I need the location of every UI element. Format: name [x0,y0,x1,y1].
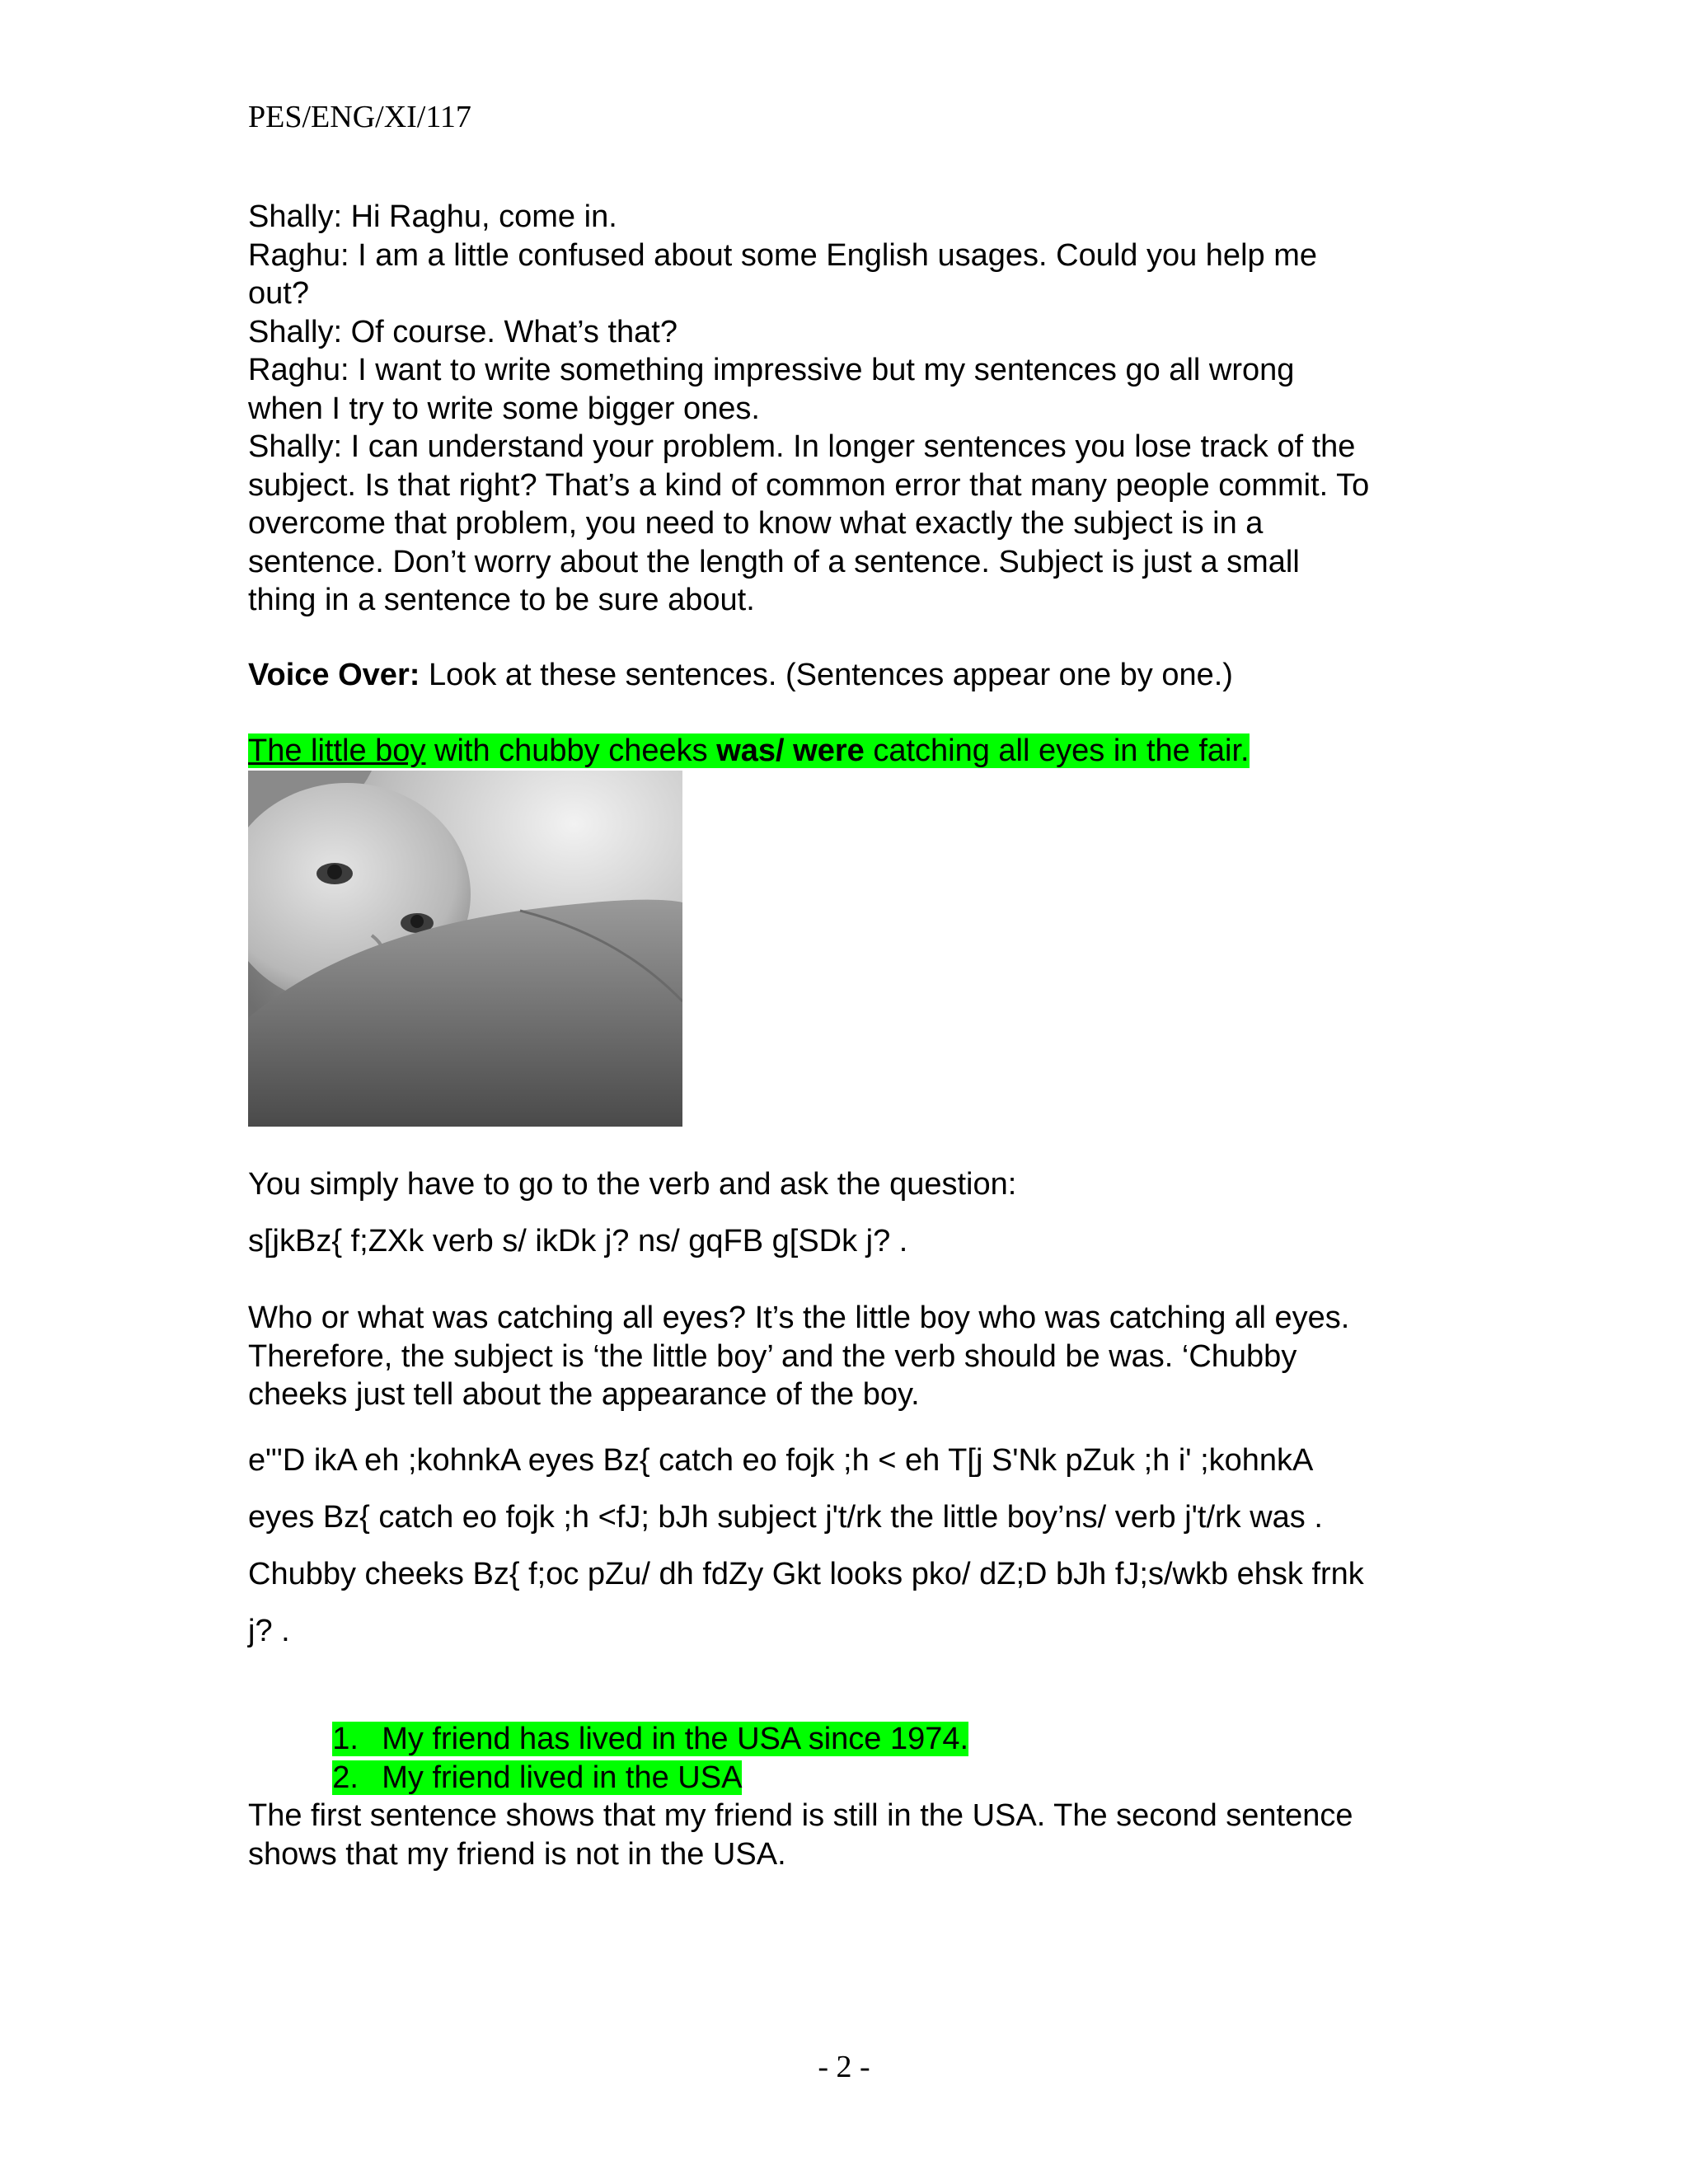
dialogue-line: Shally: Of course. What’s that? [248,314,678,349]
instruction-line: You simply have to go to the verb and ask the question: [248,1167,1017,1202]
dialogue-block [248,198,1468,620]
dialogue-line: out? [248,276,309,311]
punjabi-explanation-line: e"'D ikA eh ;kohnkA eyes Bz{ catch eo fojk ;h < eh T[j S'Nk pZuk ;h i' ;kohnkA [248,1443,1314,1478]
dialogue-line: sentence. Don’t worry about the length of a sentence. Subject is just a small [248,544,1300,579]
punjabi-explanation-line: eyes Bz{ catch eo fojk ;h <fJ; bJh subject j't/rk the little boy’ns/ verb j't/rk was . [248,1500,1323,1535]
conclusion-line: The first sentence shows that my friend is still in the USA. The second sentence [248,1798,1353,1833]
punjabi-explanation-line: Chubby cheeks Bz{ f;oc pZu/ dh fdZy Gkt looks pko/ dZ;D bJh fJ;s/wkb ehsk frnk [248,1557,1364,1591]
dialogue-line: Raghu: I want to write something impressive but my sentences go all wrong [248,353,1295,387]
dialogue-line: thing in a sentence to be sure about. [248,583,755,617]
explanation-line: Therefore, the subject is ‘the little boy’ and the verb should be was. ‘Chubby [248,1338,1297,1374]
punjabi-explanation-block [248,1432,1468,1660]
list-number: 1. [332,1721,359,1756]
dialogue-line: subject. Is that right? That’s a kind of common error that many people commit. To [248,467,1370,503]
list-text: My friend lived in the USA [382,1760,743,1795]
explanation-block [248,1299,1468,1414]
example-middle: with chubby cheeks [425,733,717,768]
dialogue-line: Shally: I can understand your problem. In longer sentences you lose track of the [248,429,1356,464]
dialogue-line: when I try to write some bigger ones. [248,391,760,426]
voice-over-line [248,656,1468,695]
dialogue-line: overcome that problem, you need to know what exactly the subject is in a [248,506,1264,541]
example-end: catching all eyes in the fair. [864,733,1250,768]
list-number: 2. [332,1760,359,1795]
child-photo [248,771,682,1127]
instruction-block [248,1165,1468,1260]
voice-over-text: Look at these sentences. (Sentences appear one by one.) [420,658,1233,692]
page-number: - 2 - [818,2050,870,2084]
dialogue-line: Shally: Hi Raghu, come in. [248,199,617,234]
example-sentence [248,732,1468,771]
conclusion-block [248,1797,1468,1873]
explanation-line: cheeks just tell about the appearance of the boy. [248,1377,920,1412]
punjabi-question-line: s[jkBz{ f;ZXk verb s/ ikDk j? ns/ gqFB g[SDk j? . [248,1223,908,1258]
example-subject: The little boy [248,733,426,768]
voice-over-label: Voice Over: [248,658,420,692]
document-code: PES/ENG/XI/117 [248,100,471,134]
example-verb-choice: was/ were [716,733,865,768]
explanation-line: Who or what was catching all eyes? It’s the little boy who was catching all eyes. [248,1301,1350,1335]
punjabi-explanation-line: j? . [248,1614,290,1648]
dialogue-line: Raghu: I am a little confused about some English usages. Could you help me [248,237,1317,273]
conclusion-line: shows that my friend is not in the USA. [248,1836,786,1872]
list-text: My friend has lived in the USA since 1974. [382,1721,969,1756]
